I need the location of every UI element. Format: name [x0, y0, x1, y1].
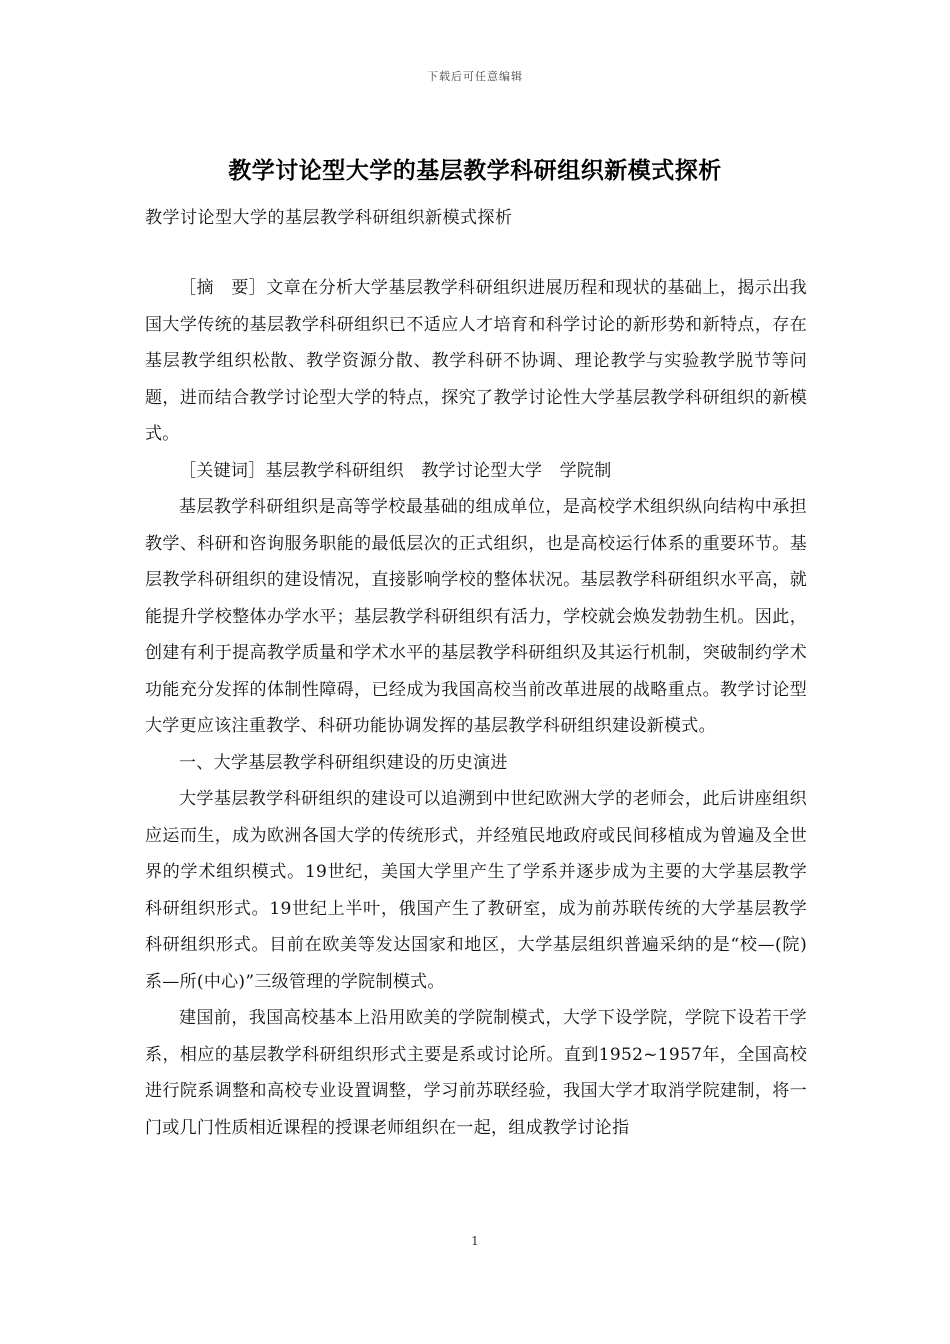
abstract-paragraph: ［摘 要］文章在分析大学基层教学科研组织进展历程和现状的基础上，揭示出我国大学传统的基层教学科研组织已不适应人才培育和科学讨论的新形势和新特点，存在基层教学组织松散、教学资源分散、教学科研不协调、理论教学与实验教学脱节等问题，进而结合教学讨论型大学的特点，探究了教学讨论性大学基层教学科研组织的新模式。	[145, 278, 807, 444]
document-body	[145, 270, 807, 1146]
page-number: 1	[471, 1234, 479, 1248]
page-header-note: 下载后可任意编辑	[427, 70, 523, 83]
body-paragraph: 建国前，我国高校基本上沿用欧美的学院制模式，大学下设学院，学院下设若干学系，相应的基层教学科研组织形式主要是系或讨论所。直到1952~1957年，全国高校进行院系调整和高校专业设置调整，学习前苏联经验，我国大学才取消学院建制，将一门或几门性质相近课程的授课老师组织在一起，组成教学讨论指	[145, 1008, 807, 1138]
keywords-paragraph: ［关键词］基层教学科研组织 教学讨论型大学 学院制	[179, 460, 612, 481]
section-heading: 一、大学基层教学科研组织建设的历史演进	[179, 752, 508, 773]
document-subtitle: 教学讨论型大学的基层教学科研组织新模式探析	[145, 208, 513, 228]
body-paragraph: 基层教学科研组织是高等学校最基础的组成单位，是高校学术组织纵向结构中承担教学、科研和咨询服务职能的最低层次的正式组织，也是高校运行体系的重要环节。基层教学科研组织的建设情况，直接影响学校的整体状况。基层教学科研组织水平高，就能提升学校整体办学水平；基层教学科研组织有活力，学校就会焕发勃勃生机。因此，创建有利于提高教学质量和学术水平的基层教学科研组织及其运行机制，突破制约学术功能充分发挥的体制性障碍，已经成为我国高校当前改革进展的战略重点。教学讨论型大学更应该注重教学、科研功能协调发挥的基层教学科研组织建设新模式。	[145, 497, 807, 736]
body-paragraph: 大学基层教学科研组织的建设可以追溯到中世纪欧洲大学的老师会，此后讲座组织应运而生，成为欧洲各国大学的传统形式，并经殖民地政府或民间移植成为曾遍及全世界的学术组织模式。19世纪，美国大学里产生了学系并逐步成为主要的大学基层教学科研组织形式。19世纪上半叶，俄国产生了教研室，成为前苏联传统的大学基层教学科研组织形式。目前在欧美等发达国家和地区，大学基层组织普遍采纳的是“校—(院)系—所(中心)”三级管理的学院制模式。	[145, 789, 807, 992]
document-title: 教学讨论型大学的基层教学科研组织新模式探析	[228, 158, 722, 184]
